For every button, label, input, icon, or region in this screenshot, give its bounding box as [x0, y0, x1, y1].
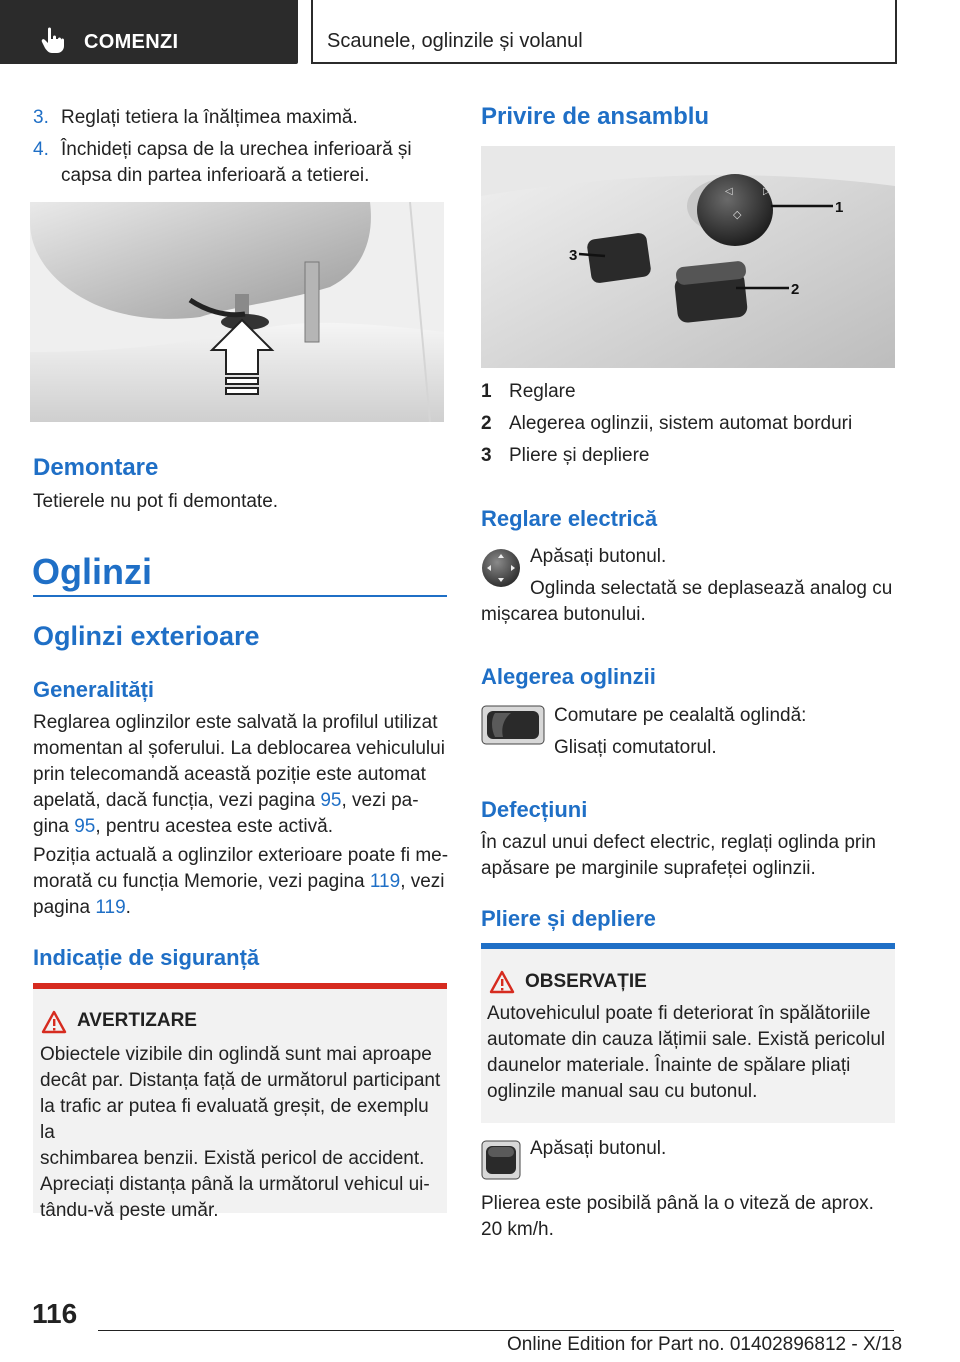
legend-number: 3 [481, 445, 492, 466]
warning-title: AVERTIZARE [77, 1010, 197, 1031]
legend-number: 1 [481, 381, 492, 402]
legend-text: Alegerea oglinzii, sistem automat borduri [509, 413, 853, 434]
siguranta-heading: Indicație de siguranță [33, 945, 260, 970]
fold-mirror-button-icon [481, 1140, 521, 1180]
figure-label-3: 3 [569, 247, 578, 264]
page-link[interactable]: 95 [74, 816, 96, 837]
generalitati-paragraph-1: Reglarea oglinzilor este salvată la profilul utilizat momentan al șoferului. La deblocarea vehiculului prin telecomandă această poziție este automat apelată, dacă funcția, vezi pagina 95, vezi pa- gina 95, pentru acestea este activă. [33, 712, 445, 837]
generalitati-heading: Generalități [33, 677, 155, 702]
oglinzi-exterioare-heading: Oglinzi exterioare [33, 621, 260, 651]
alegerea-action: Glisați comutatorul. [554, 737, 717, 758]
pliere-instruction: Apăsați butonul. [530, 1138, 667, 1159]
svg-text:▷: ▷ [763, 186, 771, 197]
notice-triangle-icon [489, 970, 515, 994]
figure-label-2: 2 [791, 281, 800, 298]
page-number: 116 [32, 1298, 78, 1329]
step-3: 3. [33, 107, 49, 128]
notice-text: Autovehiculul poate fi deteriorat în spălătoriile automate din cauza lățimii sale. Există pericolul daunelor materiale. Înainte de spălare pliați oglinzile manual sau cu butonul. [487, 1003, 886, 1102]
defectiuni-heading: Defecțiuni [481, 797, 588, 822]
reglare-electrica-heading: Reglare electrică [481, 506, 658, 531]
demontare-text: Tetierele nu pot fi demontate. [33, 491, 279, 512]
footer-rule [98, 1330, 894, 1331]
legend-text: Reglare [509, 381, 576, 402]
pliere-heading: Pliere și depliere [481, 906, 656, 931]
demontare-heading: Demontare [33, 454, 159, 481]
mirror-select-switch-icon [481, 705, 545, 745]
reglare-description: Oglinda selectată se deplasează analog cu [530, 578, 893, 599]
page-link[interactable]: 119 [95, 897, 126, 918]
header-tab-section[interactable] [311, 0, 897, 64]
notice-bar [481, 943, 895, 949]
section-title: Scaunele, oglinzile și volanul [327, 30, 583, 52]
alegerea-heading: Alegerea oglinzii [481, 664, 656, 689]
hand-pointer-icon [40, 26, 66, 54]
alegerea-instruction: Comutare pe cealaltă oglindă: [554, 705, 807, 726]
headrest-illustration [30, 202, 444, 422]
legend-text: Pliere și depliere [509, 445, 650, 466]
pliere-speed-note: Plierea este posibilă până la o viteză de aprox. 20 km/h. [481, 1193, 874, 1240]
svg-text:◇: ◇ [733, 208, 742, 221]
reglare-description-cont: mișcarea butonului. [481, 604, 646, 625]
notice-title: OBSERVAȚIE [525, 971, 647, 992]
oglinzi-heading: Oglinzi [32, 551, 152, 592]
header-tab-comenzi[interactable] [0, 0, 298, 64]
page-link[interactable]: 119 [369, 871, 401, 892]
step-4-text: Închideți capsa de la urechea inferioară și capsa din partea inferioară a tetierei. [61, 139, 412, 186]
step-4: 4. [33, 139, 49, 160]
warning-text: Obiectele vizibile din oglindă sunt mai aproape decât par. Distanța față de următorul participant la trafic ar putea fi evaluată greșit, de exemplu la schimbarea benzii. Există pericol de accident. Apreciați distanța până la următorul vehicul ui- tându-vă peste umăr. [40, 1044, 441, 1221]
header-tab-label: COMENZI [84, 31, 179, 53]
heading-rule [33, 595, 447, 597]
reglare-instruction: Apăsați butonul. [530, 546, 667, 567]
defectiuni-text: În cazul unui defect electric, reglați oglinda prin apăsare pe marginile suprafeței oglinzii. [481, 832, 877, 879]
legend-number: 2 [481, 413, 492, 434]
notice-box [481, 943, 895, 1123]
mirror-controls-illustration [481, 146, 895, 368]
page-link[interactable]: 95 [320, 790, 342, 811]
figure-label-1: 1 [835, 199, 844, 216]
warning-bar [33, 983, 447, 989]
mirror-adjust-button-icon [481, 548, 521, 588]
warning-box [33, 983, 447, 1221]
generalitati-paragraph-2: Poziția actuală a oglinzilor exterioare poate fi me- morată cu funcția Memorie, vezi pagina 119, vezi pagina 119. [33, 845, 449, 918]
footer-edition: Online Edition for Part no. 01402896812 - X/18 [507, 1334, 903, 1355]
privire-heading: Privire de ansamblu [481, 103, 710, 130]
warning-triangle-icon [41, 1010, 67, 1034]
step-3-text: Reglați tetiera la înălțimea maximă. [61, 107, 358, 128]
svg-text:◁: ◁ [725, 186, 733, 197]
